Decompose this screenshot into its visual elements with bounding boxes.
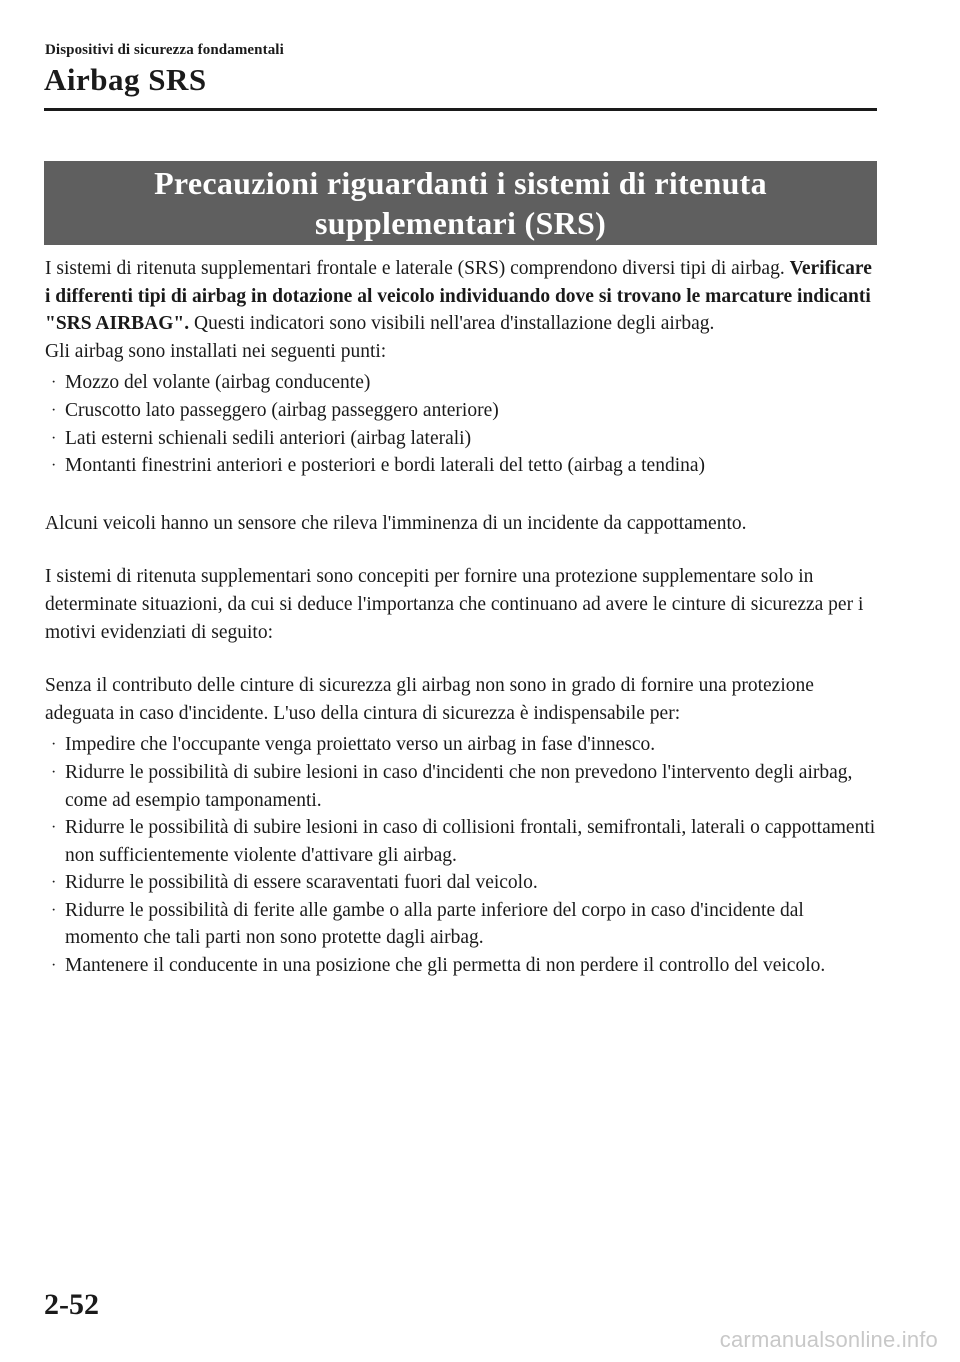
body-text [45, 255, 880, 980]
rollover-paragraph: Alcuni veicoli hanno un sensore che rileva l'imminenza di un incidente da cappottamento. [45, 512, 747, 534]
bullet-icon: · [51, 819, 57, 837]
list-item-text: Mozzo del volante (airbag conducente) [65, 372, 371, 394]
supplementary-paragraph: I sistemi di ritenuta supplementari sono concepiti per fornire una protezione supplementare solo in determinate situazioni, da cui si deduce l'importanza che continuano ad avere le cinture di sicurezza per i motivi evidenziati di seguito: [45, 566, 864, 643]
intro-part2: Questi indicatori sono visibili nell'area d'installazione degli airbag. [189, 313, 715, 335]
topic-banner [44, 161, 877, 245]
list-item-text: Mantenere il conducente in una posizione che gli permetta di non perdere il controllo del veicolo. [65, 955, 826, 977]
bullet-icon: · [51, 957, 57, 975]
list-item-text: Ridurre le possibilità di essere scaraventati fuori dal veicolo. [65, 872, 538, 894]
bullet-icon: · [51, 457, 57, 475]
intro-part1: I sistemi di ritenuta supplementari frontale e laterale (SRS) comprendono diversi tipi di airbag. [45, 258, 790, 279]
banner-title: Precauzioni riguardanti i sistemi di ritenuta supplementari (SRS) [154, 165, 767, 241]
watermark: carmanualsonline.info [719, 1327, 938, 1352]
list-item [45, 452, 880, 480]
bullet-icon: · [51, 401, 57, 419]
bullet-icon: · [51, 763, 57, 781]
list-item-text: Ridurre le possibilità di subire lesioni in caso d'incidenti che non prevedono l'intervento degli airbag, come ad esempio tamponamenti. [65, 761, 853, 811]
header-rule [44, 108, 877, 111]
bullet-icon: · [51, 874, 57, 892]
intro-bold: Verificare i differenti tipi di airbag in dotazione al veicolo individuando dove si trovano le marcature indicanti "SRS AIRBAG". [45, 258, 872, 335]
list-item-text: Montanti finestrini anteriori e posteriori e bordi laterali del tetto (airbag a tendina) [65, 455, 706, 477]
list-item [45, 397, 880, 425]
intro-paragraph [45, 255, 880, 338]
reasons-list [45, 731, 880, 979]
list-item [45, 869, 880, 897]
list-item-text: Cruscotto lato passeggero (airbag passeggero anteriore) [65, 399, 499, 421]
section-title: Airbag SRS [44, 62, 207, 97]
list-item [45, 731, 880, 759]
belts-paragraph: Senza il contributo delle cinture di sicurezza gli airbag non sono in grado di fornire una protezione adeguata in caso d'incidente. L'uso della cintura di sicurezza è indispensabile per: [45, 675, 814, 724]
locations-list [45, 369, 880, 479]
list-item [45, 952, 880, 980]
list-item [45, 759, 880, 814]
list-item-text: Ridurre le possibilità di ferite alle gambe o alla parte inferiore del corpo in caso d'incidente dal momento che tali parti non sono protette dagli airbag. [65, 899, 804, 949]
locations-lead: Gli airbag sono installati nei seguenti punti: [45, 340, 387, 362]
bullet-icon: · [51, 374, 57, 392]
bullet-icon: · [51, 429, 57, 447]
list-item-text: Impedire che l'occupante venga proiettato verso un airbag in fase d'innesco. [65, 734, 656, 756]
list-item [45, 897, 880, 952]
list-item-text: Lati esterni schienali sedili anteriori (airbag laterali) [65, 427, 472, 449]
chapter-title: Dispositivi di sicurezza fondamentali [45, 42, 284, 58]
bullet-icon: · [51, 736, 57, 754]
list-item-text: Ridurre le possibilità di subire lesioni in caso di collisioni frontali, semifrontali, laterali o cappottamenti non sufficientemente violente d'attivare gli airbag. [65, 817, 876, 866]
bullet-icon: · [51, 901, 57, 919]
list-item [45, 814, 880, 869]
page-number: 2-52 [44, 1288, 99, 1321]
list-item [45, 369, 880, 397]
list-item [45, 425, 880, 453]
